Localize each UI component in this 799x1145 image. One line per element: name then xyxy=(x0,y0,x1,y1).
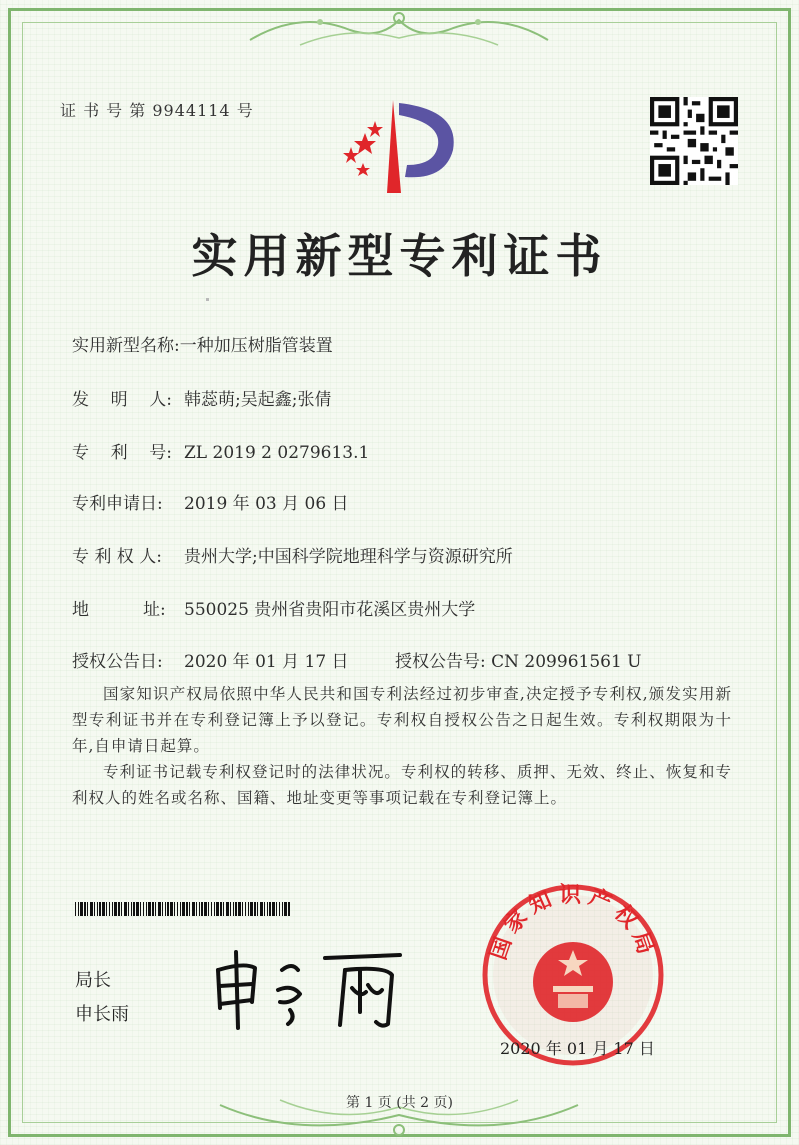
field-grant-number-value: CN 209961561 U xyxy=(491,652,642,672)
director-name: 申长雨 xyxy=(75,1004,129,1025)
body-paragraph-2: 专利证书记载专利权登记时的法律状况。专利权的转移、质押、无效、终止、恢复和专利权人的姓名或名称、国籍、地址变更等事项记载在专利登记簿上。 xyxy=(72,763,732,807)
field-name-value: 一种加压树脂管装置 xyxy=(179,336,333,356)
field-address-label: 地 址: xyxy=(72,600,166,620)
page-footer: 第 1 页 (共 2 页) xyxy=(346,1095,453,1111)
field-apply-date-label: 专利申请日: xyxy=(72,494,163,514)
certificate-number: 证 书 号 第 9944114 号 xyxy=(60,101,254,120)
qr-code xyxy=(650,97,738,185)
field-inventor xyxy=(72,385,331,410)
field-patentee xyxy=(72,542,513,567)
field-grant-date-value: 2020 年 01 月 17 日 xyxy=(184,652,349,672)
body-paragraph-1: 国家知识产权局依照中华人民共和国专利法经过初步审查,决定授予专利权,颁发实用新型专利证书并在专利登记簿上予以登记。专利权自授权公告之日起生效。专利权期限为十年,自申请日起算。 xyxy=(72,685,732,755)
handwritten-signature xyxy=(200,940,410,1030)
field-address xyxy=(72,595,475,620)
field-grant-number-label: 授权公告号: xyxy=(395,652,486,672)
field-patent-number xyxy=(72,438,369,463)
field-inventor-label: 发 明 人: xyxy=(72,390,172,410)
barcode xyxy=(75,902,293,916)
decorative-dot xyxy=(206,298,209,301)
seal-text: 国家知识产权局 xyxy=(486,883,660,964)
field-patent-number-value: ZL 2019 2 0279613.1 xyxy=(184,443,370,463)
top-ornament xyxy=(0,0,799,60)
field-grant-date-label: 授权公告日: xyxy=(72,652,163,672)
certificate-title: 实用新型专利证书 xyxy=(191,229,608,283)
field-patent-number-label: 专 利 号: xyxy=(72,443,172,463)
field-name-label: 实用新型名称: xyxy=(72,336,180,356)
director-title: 局长 xyxy=(75,970,111,991)
issue-date: 2020 年 01 月 17 日 xyxy=(500,1039,655,1058)
patent-office-logo xyxy=(335,95,465,195)
field-grant-date xyxy=(72,647,349,672)
field-name xyxy=(72,331,333,356)
field-patentee-label: 专 利 权 人: xyxy=(72,547,162,567)
field-apply-date xyxy=(72,489,349,514)
field-apply-date-value: 2019 年 03 月 06 日 xyxy=(184,494,349,514)
field-address-value: 550025 贵州省贵阳市花溪区贵州大学 xyxy=(184,600,476,620)
field-patentee-value: 贵州大学;中国科学院地理科学与资源研究所 xyxy=(184,547,513,567)
field-inventor-value: 韩蕊萌;吴起鑫;张倩 xyxy=(184,390,332,410)
field-grant-number xyxy=(395,647,642,672)
